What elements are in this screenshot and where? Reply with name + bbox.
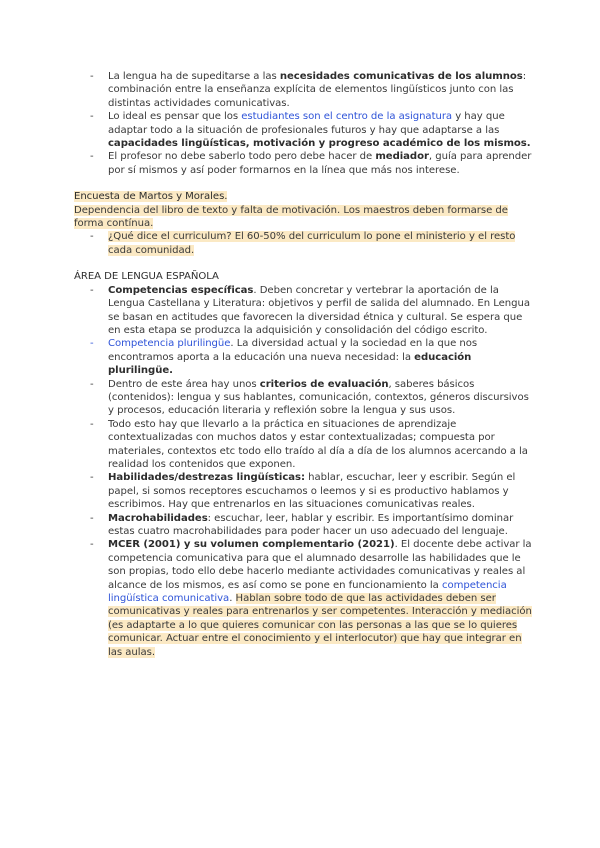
list-item [74,70,534,110]
blue-emphasis: estudiantes son el centro de la asignatura [241,111,453,123]
language-area-section [74,270,534,659]
text: El profesor no debe saberlo todo pero debe hacer de [108,151,376,163]
text: hablar, escuchar, leer y escribir. Según el papel, si somos receptores escuchamos o leemos y si es productivo hablamos y escribimos. Hay que entrenarlos en las situaciones comunicativas reales. [108,472,516,511]
dash-bullet: - [90,512,94,524]
list-item [74,378,534,418]
bold-text: MCER (2001) y su volumen complementario (2021) [108,539,395,551]
blue-emphasis: competencia lingüística comunicativa [108,579,507,605]
text: Dentro de este área hay unos [108,378,260,390]
highlighted-text: Hablan sobre todo de que las actividades deben ser comunicativas y reales para entrenarlos y ser competentes. Interacción y mediación (es adaptarte a lo que quieres comunicar con las personas a las que se lo quieres comunicar. Actuar entre el conocimiento y el interlocutor) que hay que integrar en las aulas. [108,593,532,658]
text: , saberes básicos (contenidos): lengua y sus hablantes, comunicación, contextos, géneros discursivos y procesos, educación literaria y reflexión sobre la lengua y sus usos. [108,378,529,417]
bold-text: Competencias específicas [108,284,254,296]
bold-text: Macrohabilidades [108,512,208,524]
list-item [74,230,534,257]
list-item [74,337,534,377]
dash-bullet: - [90,284,94,296]
bold-text: Habilidades/destrezas lingüísticas: [108,472,305,484]
dash-bullet: - [90,338,94,350]
text: Lo ideal es pensar que los [108,111,242,123]
list-item [74,512,534,539]
text: La lengua ha de supeditarse a las [108,71,280,82]
list-item [74,110,534,150]
list-item [74,538,534,659]
survey-title: Encuesta de Martos y Morales. [74,191,228,203]
blue-emphasis: Competencia plurilingüe [108,338,231,350]
dash-bullet: - [90,111,94,123]
list-item [74,418,534,472]
list-item [74,471,534,511]
list-item [74,284,534,338]
text: y hay que adaptar todo a la situación de profesionales futuros y hay que adaptarse a las [108,111,505,136]
dash-bullet: - [90,71,94,82]
text: . Deben concretar y vertebrar la aportación de la Lengua Castellana y Literatura: objetivos y perfil de salida del alumnado. En Lengua se basan en actitudes que favorecen la diversidad étnica y cultural. Se espera que en esta etapa se produzca la adquisición y consolidación del código escrito. [108,284,530,336]
text: : combinación entre la enseñanza explícita de elementos lingüísticos junto con las distintas actividades comunicativas. [108,71,527,109]
bold-text: criterios de evaluación [259,378,389,390]
text: . [229,593,236,605]
dash-bullet: - [90,539,94,551]
highlighted-text: ¿Qué dice el curriculum? El 60-50% del curriculum lo pone el ministerio y el resto cada comunidad. [108,231,516,256]
section-heading: ÁREA DE LENGUA ESPAÑOLA [74,271,219,283]
dash-bullet: - [90,418,94,430]
survey-text: Dependencia del libro de texto y falta de motivación. Los maestros deben formarse de forma contínua. [74,204,508,230]
dash-bullet: - [90,151,94,163]
bold-text: educación plurilingüe. [108,351,472,377]
dash-bullet: - [90,378,94,390]
survey-section [74,190,534,257]
text: Todo esto hay que llevarlo a la práctica en situaciones de aprendizaje contextualizadas con muchos datos y estar contextualizadas; compuesta por materiales, contextos etc todo ello traído al día a día de los alumnos acercando a la realidad los contenidos que exponen. [108,418,528,470]
text: . La diversidad actual y la sociedad en la que nos encontramos aporta a la educación una nueva necesidad: la [108,338,478,363]
document-content [74,70,534,659]
text: , guía para aprender por sí mismos y así poder formarnos en la línea que más nos interese. [108,151,532,176]
bold-text: mediador [375,151,429,163]
text: : escuchar, leer, hablar y escribir. Es importantísimo dominar estas cuatro macrohabilidades para poder hacer un uso adecuado del lenguaje. [108,512,514,537]
dash-bullet: - [90,472,94,484]
bold-text: necesidades comunicativas de los alumnos [279,71,523,82]
dash-bullet: - [90,231,94,243]
list-item [74,150,534,177]
bold-text: capacidades lingüísticas, motivación y progreso académico de los mismos. [108,138,531,150]
survey-list [74,230,534,257]
text: . El docente debe activar la competencia comunicativa para que el alumnado desarrolle las habilidades que le son propias, todo ello debe hacerlo mediante actividades comunicativas y reales al alcance de los mismos, es así como se pone en funcionamiento la [108,539,532,591]
bullet-list-intro [74,70,534,177]
language-area-list [74,284,534,659]
